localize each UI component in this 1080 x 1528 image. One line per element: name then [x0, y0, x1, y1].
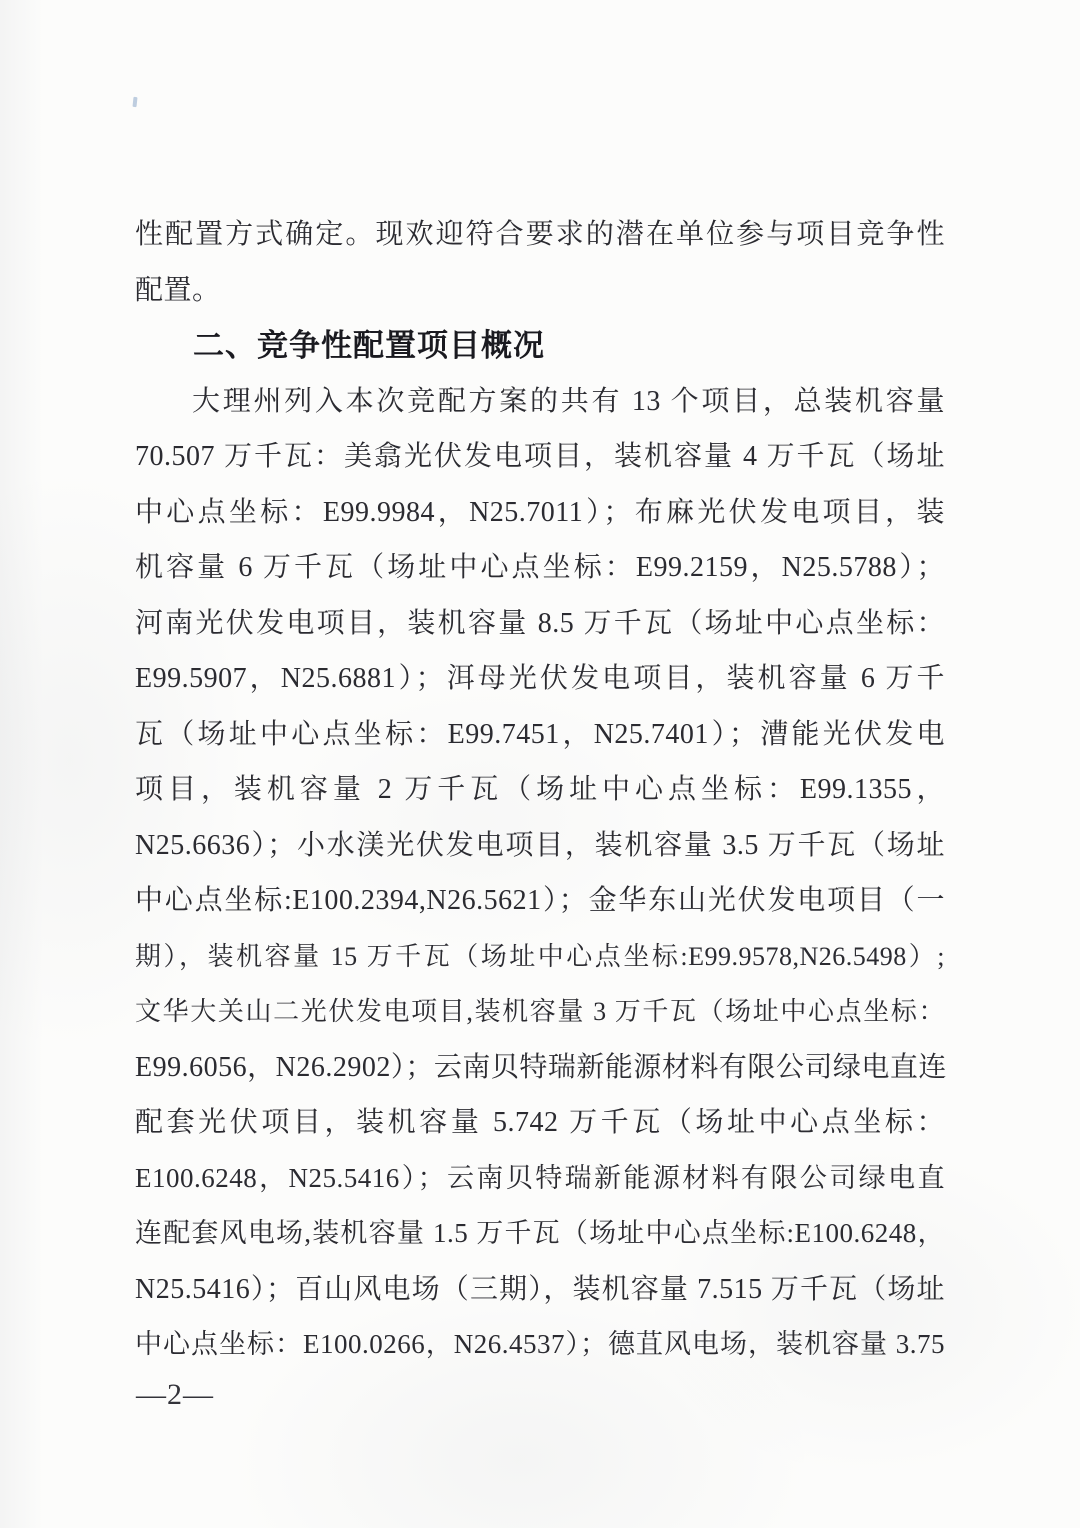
body-text-line: 中心点坐标：E100.0266，N26.4537）；德苴风电场，装机容量 3.75 [135, 1329, 945, 1359]
scan-artifact-mark [132, 97, 137, 107]
body-text-line: 瓦（场址中心点坐标：E99.7451，N25.7401）；漕能光伏发电 [135, 718, 945, 750]
body-text-line: 机容量 6 万千瓦（场址中心点坐标：E99.2159，N25.5788）； [135, 552, 945, 583]
body-text-line: 河南光伏发电项目，装机容量 8.5 万千瓦（场址中心点坐标： [135, 607, 945, 639]
body-text-line: E99.5907，N25.6881）；洱母光伏发电项目，装机容量 6 万千 [135, 663, 945, 694]
body-text-line: 大理州列入本次竞配方案的共有 13 个项目，总装机容量 [192, 385, 945, 417]
body-text-line: 项目，装机容量 2 万千瓦（场址中心点坐标：E99.1355， [135, 774, 945, 805]
body-text-line: N25.6636）；小水渼光伏发电项目，装机容量 3.5 万千瓦（场址 [135, 829, 945, 861]
body-text-line: E100.6248，N25.5416）；云南贝特瑞新能源材料有限公司绿电直 [135, 1162, 945, 1193]
body-text-line: 70.507 万千瓦：美翕光伏发电项目，装机容量 4 万千瓦（场址 [135, 441, 945, 472]
page-number: —2— [136, 1378, 214, 1411]
section-heading: 二、竞争性配置项目概况 [193, 328, 545, 363]
body-text-line: 连配套风电场,装机容量 1.5 万千瓦（场址中心点坐标:E100.6248， [135, 1218, 945, 1248]
body-text-line: 文华大关山二光伏发电项目,装机容量 3 万千瓦（场址中心点坐标： [135, 997, 945, 1026]
body-text-line: 期），装机容量 15 万千瓦（场址中心点坐标:E99.9578,N26.5498）; [135, 941, 945, 971]
body-text-line: N25.5416）；百山风电场（三期），装机容量 7.515 万千瓦（场址 [135, 1273, 945, 1305]
body-text-line: 性配置方式确定。现欢迎符合要求的潜在单位参与项目竞争性 [135, 219, 945, 250]
body-text-line: E99.6056，N26.2902）；云南贝特瑞新能源材料有限公司绿电直连 [135, 1051, 947, 1083]
body-text-line: 中心点坐标：E99.9984，N25.7011）；布麻光伏发电项目，装 [135, 496, 945, 528]
body-text-line: 中心点坐标:E100.2394,N26.5621）；金华东山光伏发电项目（一 [135, 885, 945, 916]
body-text-line: 配套光伏项目，装机容量 5.742 万千瓦（场址中心点坐标： [135, 1107, 945, 1138]
body-text-line: 配置。 [135, 274, 221, 306]
document-body [135, 207, 945, 1373]
